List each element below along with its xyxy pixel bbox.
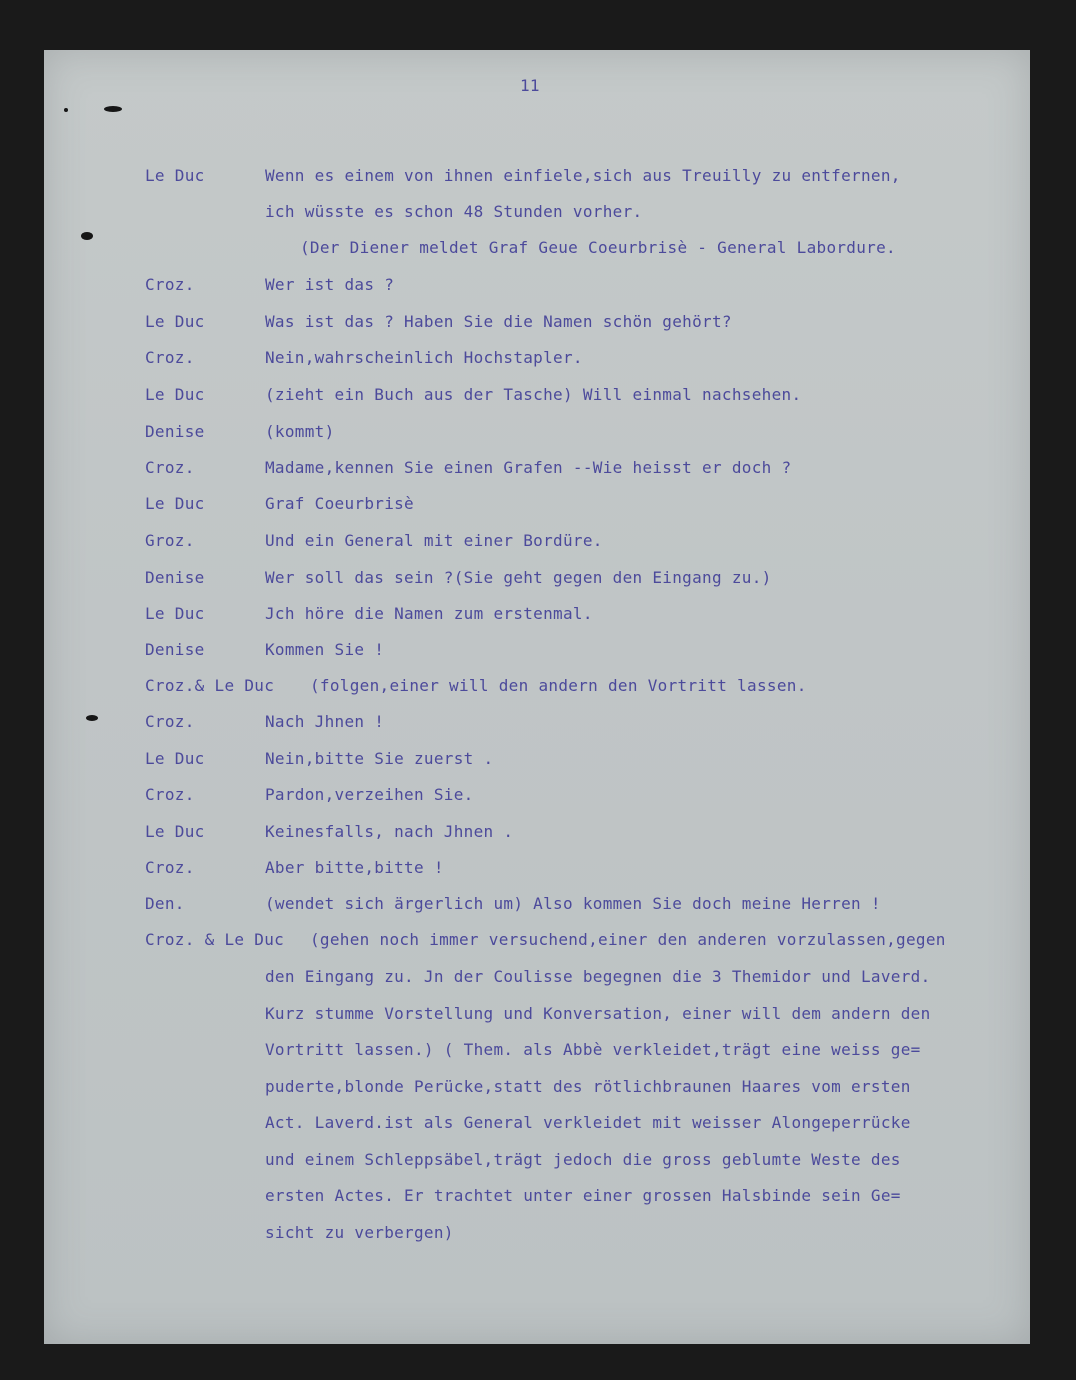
- speaker-name: Le Duc: [145, 604, 205, 623]
- script-line: [0, 1184, 1076, 1208]
- punch-mark: [64, 108, 68, 112]
- page-number: 11: [520, 76, 540, 95]
- dialogue-text: Nein,wahrscheinlich Hochstapler.: [265, 348, 583, 367]
- script-line: [0, 273, 1076, 297]
- script-line: [0, 674, 1076, 698]
- dialogue-text: Was ist das ? Haben Sie die Namen schön gehört?: [265, 312, 732, 331]
- script-line: [0, 602, 1076, 626]
- continuation-text: sicht zu verbergen): [265, 1223, 454, 1242]
- continuation-text: ersten Actes. Er trachtet unter einer grossen Halsbinde sein Ge=: [265, 1186, 901, 1205]
- dialogue-text: Pardon,verzeihen Sie.: [265, 785, 474, 804]
- script-line: [0, 783, 1076, 807]
- script-line: [0, 164, 1076, 188]
- script-line: [0, 236, 1076, 260]
- continuation-text: Act. Laverd.ist als General verkleidet mit weisser Alongeperrücke: [265, 1113, 911, 1132]
- speaker-name: Denise: [145, 568, 205, 587]
- speaker-name: Croz.& Le Duc: [145, 676, 275, 695]
- dialogue-text: Nach Jhnen !: [265, 712, 385, 731]
- script-line: [0, 928, 1076, 952]
- continuation-text: Vortritt lassen.) ( Them. als Abbè verkleidet,trägt eine weiss ge=: [265, 1040, 921, 1059]
- script-line: [0, 856, 1076, 880]
- dialogue-text: Wer ist das ?: [265, 275, 395, 294]
- speaker-name: Le Duc: [145, 494, 205, 513]
- dialogue-text: (gehen noch immer versuchend,einer den anderen vorzulassen,gegen: [310, 930, 946, 949]
- script-line: [0, 1111, 1076, 1135]
- script-line: [0, 310, 1076, 334]
- dialogue-text: Nein,bitte Sie zuerst .: [265, 749, 494, 768]
- speaker-name: Le Duc: [145, 385, 205, 404]
- dialogue-text: Keinesfalls, nach Jhnen .: [265, 822, 514, 841]
- script-line: [0, 420, 1076, 444]
- script-line: [0, 529, 1076, 553]
- dialogue-text: (kommt): [265, 422, 335, 441]
- dialogue-text: Wenn es einem von ihnen einfiele,sich aus Treuilly zu entfernen,: [265, 166, 901, 185]
- speaker-name: Croz. & Le Duc: [145, 930, 285, 949]
- script-line: [0, 820, 1076, 844]
- speaker-name: Croz.: [145, 858, 195, 877]
- dialogue-text: Wer soll das sein ?(Sie geht gegen den Eingang zu.): [265, 568, 772, 587]
- speaker-name: Croz.: [145, 275, 195, 294]
- script-line: [0, 1002, 1076, 1026]
- script-line: [0, 747, 1076, 771]
- script-line: [0, 1148, 1076, 1172]
- script-line: [0, 710, 1076, 734]
- speaker-name: Croz.: [145, 458, 195, 477]
- script-line: [0, 638, 1076, 662]
- script-line: [0, 1038, 1076, 1062]
- script-line: [0, 456, 1076, 480]
- dialogue-text: Und ein General mit einer Bordüre.: [265, 531, 603, 550]
- speaker-name: Denise: [145, 422, 205, 441]
- continuation-text: puderte,blonde Perücke,statt des rötlichbraunen Haares vom ersten: [265, 1077, 911, 1096]
- speaker-name: Den.: [145, 894, 185, 913]
- dialogue-text: (zieht ein Buch aus der Tasche) Will einmal nachsehen.: [265, 385, 802, 404]
- continuation-text: ich wüsste es schon 48 Stunden vorher.: [265, 202, 643, 221]
- script-line: [0, 383, 1076, 407]
- continuation-text: Kurz stumme Vorstellung und Konversation, einer will dem andern den: [265, 1004, 931, 1023]
- speaker-name: Croz.: [145, 785, 195, 804]
- script-line: [0, 965, 1076, 989]
- dialogue-text: Madame,kennen Sie einen Grafen --Wie heisst er doch ?: [265, 458, 792, 477]
- speaker-name: Croz.: [145, 348, 195, 367]
- punch-mark: [104, 106, 122, 112]
- script-line: [0, 1221, 1076, 1245]
- speaker-name: Groz.: [145, 531, 195, 550]
- script-line: [0, 492, 1076, 516]
- dialogue-text: (folgen,einer will den andern den Vortritt lassen.: [310, 676, 807, 695]
- dialogue-text: Jch höre die Namen zum erstenmal.: [265, 604, 593, 623]
- dialogue-text: Kommen Sie !: [265, 640, 385, 659]
- speaker-name: Le Duc: [145, 822, 205, 841]
- script-line: [0, 200, 1076, 224]
- stage-direction: (Der Diener meldet Graf Geue Coeurbrisè - General Labordure.: [300, 238, 896, 257]
- script-line: [0, 1075, 1076, 1099]
- speaker-name: Le Duc: [145, 166, 205, 185]
- script-line: [0, 566, 1076, 590]
- dialogue-text: (wendet sich ärgerlich um) Also kommen Sie doch meine Herren !: [265, 894, 881, 913]
- speaker-name: Croz.: [145, 712, 195, 731]
- script-line: [0, 346, 1076, 370]
- continuation-text: den Eingang zu. Jn der Coulisse begegnen die 3 Themidor und Laverd.: [265, 967, 931, 986]
- dialogue-text: Graf Coeurbrisè: [265, 494, 414, 513]
- speaker-name: Denise: [145, 640, 205, 659]
- script-line: [0, 892, 1076, 916]
- speaker-name: Le Duc: [145, 749, 205, 768]
- continuation-text: und einem Schleppsäbel,trägt jedoch die gross geblumte Weste des: [265, 1150, 901, 1169]
- speaker-name: Le Duc: [145, 312, 205, 331]
- dialogue-text: Aber bitte,bitte !: [265, 858, 444, 877]
